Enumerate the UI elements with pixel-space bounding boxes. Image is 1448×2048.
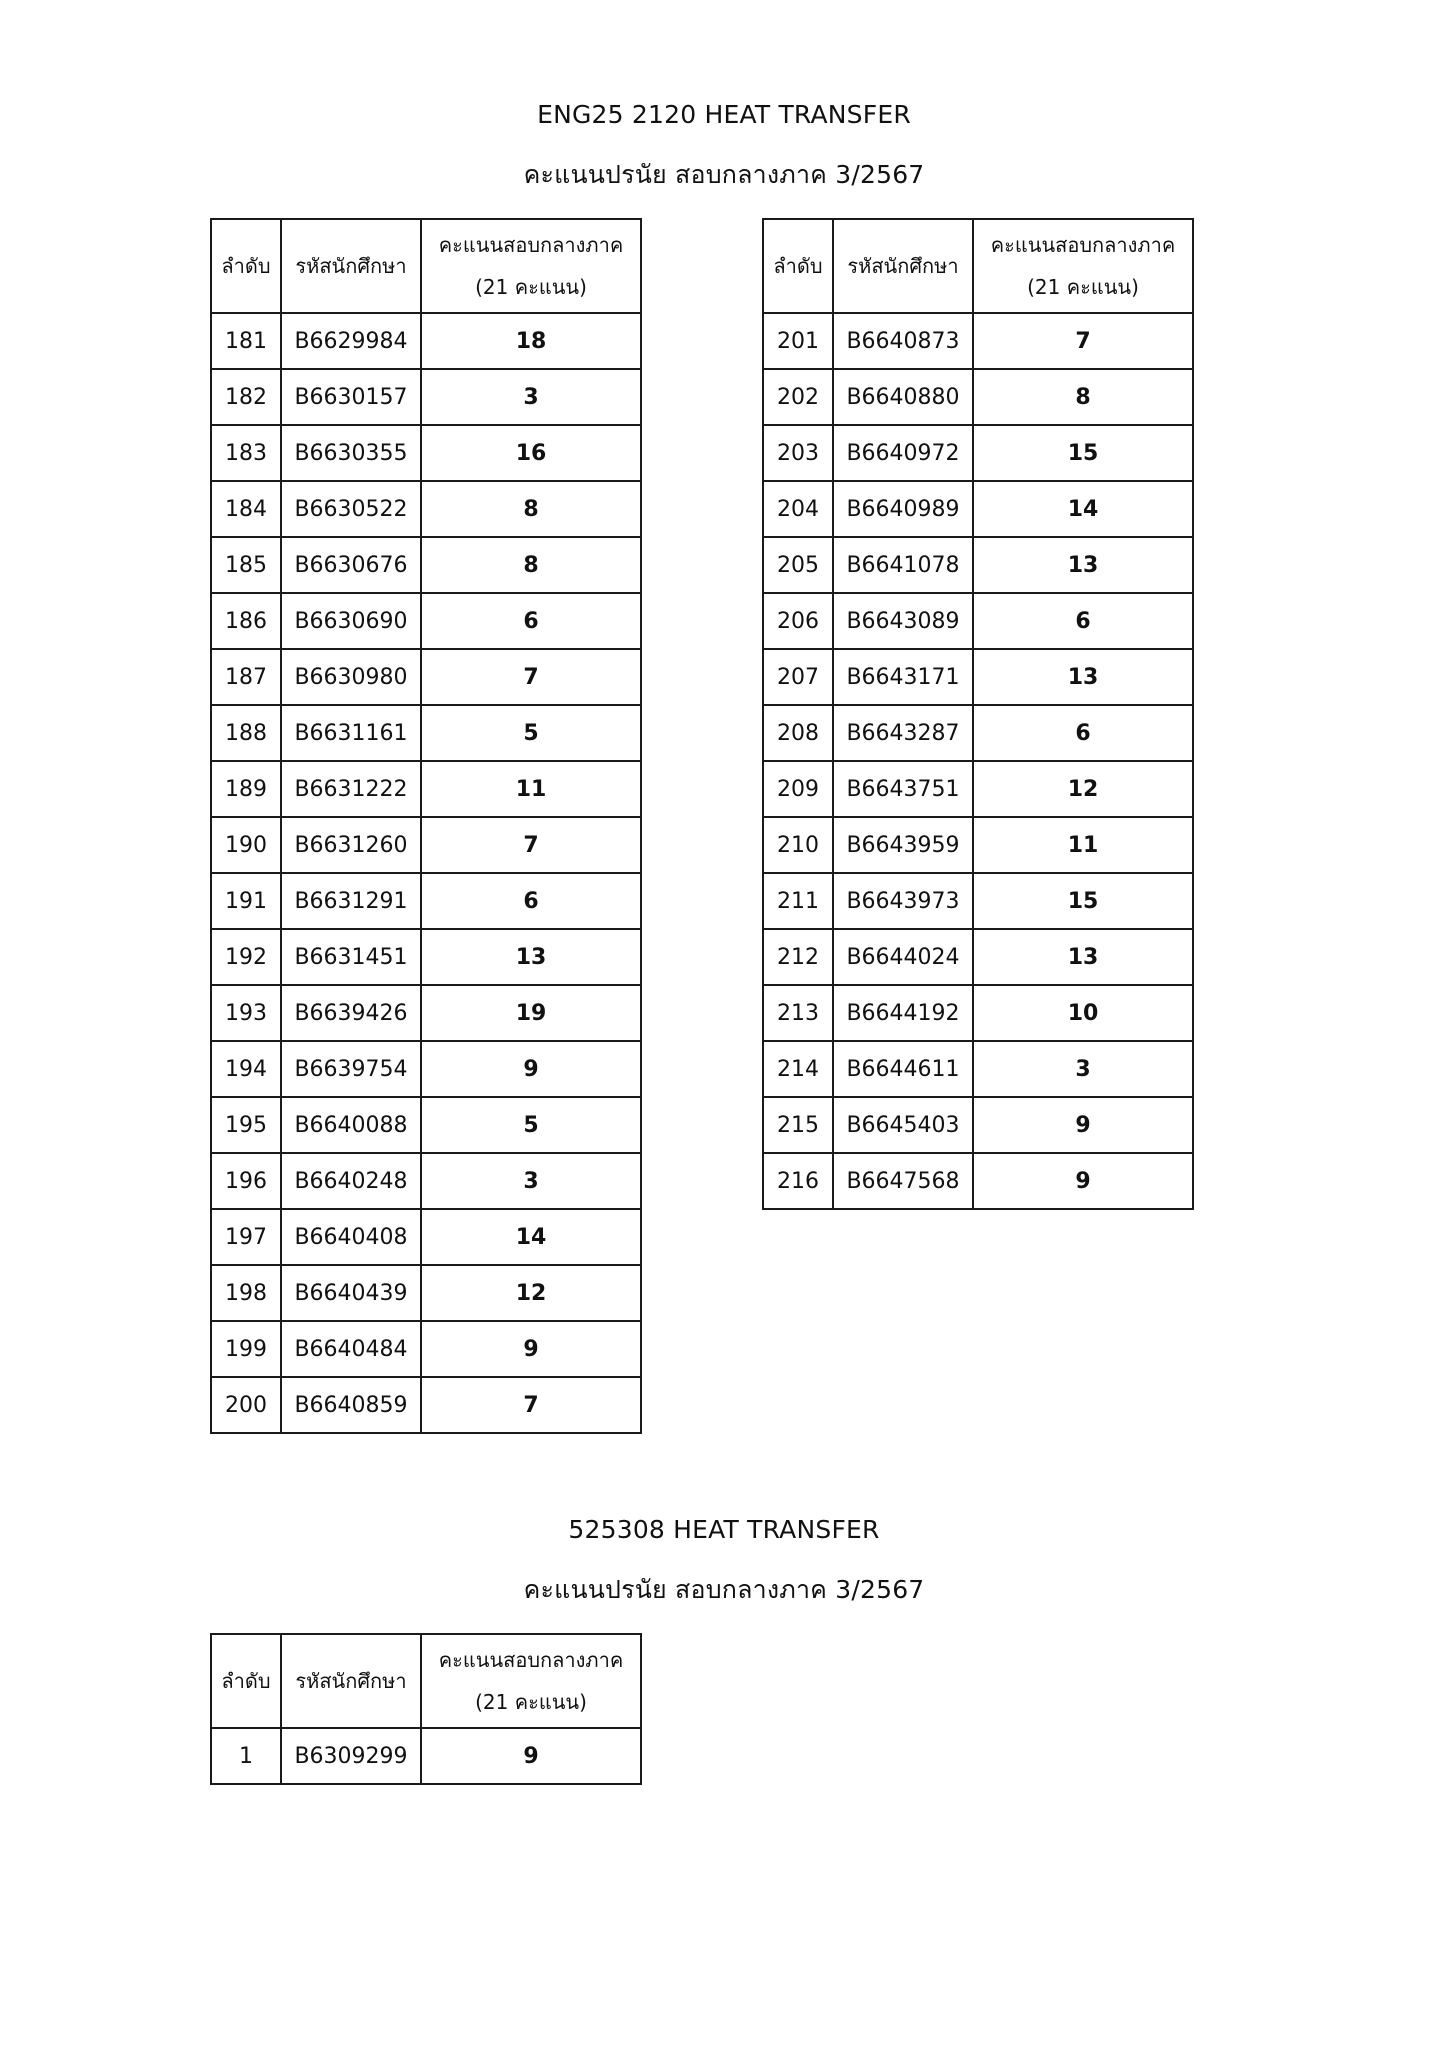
cell-rank: 207 bbox=[763, 649, 833, 705]
score-table bbox=[210, 1633, 642, 1785]
table-row bbox=[211, 929, 641, 985]
cell-student-id: B6640873 bbox=[833, 313, 973, 369]
cell-rank: 202 bbox=[763, 369, 833, 425]
table-row bbox=[763, 1041, 1193, 1097]
cell-rank: 193 bbox=[211, 985, 281, 1041]
cell-student-id: B6631222 bbox=[281, 761, 421, 817]
cell-score: 19 bbox=[421, 985, 641, 1041]
table-row bbox=[763, 761, 1193, 817]
cell-student-id: B6643751 bbox=[833, 761, 973, 817]
cell-student-id: B6630355 bbox=[281, 425, 421, 481]
cell-student-id: B6640248 bbox=[281, 1153, 421, 1209]
cell-score: 13 bbox=[973, 537, 1193, 593]
cell-score: 9 bbox=[421, 1728, 641, 1784]
table-row bbox=[763, 1097, 1193, 1153]
table-row bbox=[763, 425, 1193, 481]
table-row bbox=[763, 705, 1193, 761]
header-score-max: (21 คะแนน) bbox=[1027, 275, 1139, 299]
cell-score: 15 bbox=[973, 425, 1193, 481]
cell-student-id: B6644024 bbox=[833, 929, 973, 985]
cell-score: 13 bbox=[973, 929, 1193, 985]
cell-student-id: B6630522 bbox=[281, 481, 421, 537]
cell-rank: 209 bbox=[763, 761, 833, 817]
table-row bbox=[763, 313, 1193, 369]
cell-rank: 203 bbox=[763, 425, 833, 481]
table-row bbox=[211, 1041, 641, 1097]
cell-rank: 212 bbox=[763, 929, 833, 985]
cell-score: 9 bbox=[973, 1153, 1193, 1209]
cell-rank: 183 bbox=[211, 425, 281, 481]
table-row bbox=[763, 537, 1193, 593]
cell-student-id: B6643287 bbox=[833, 705, 973, 761]
header-score-label: คะแนนสอบกลางภาค bbox=[990, 233, 1176, 257]
cell-student-id: B6647568 bbox=[833, 1153, 973, 1209]
cell-rank: 182 bbox=[211, 369, 281, 425]
header-score-max: (21 คะแนน) bbox=[475, 1690, 587, 1714]
cell-student-id: B6639426 bbox=[281, 985, 421, 1041]
cell-student-id: B6645403 bbox=[833, 1097, 973, 1153]
table-row bbox=[211, 537, 641, 593]
cell-rank: 185 bbox=[211, 537, 281, 593]
cell-student-id: B6309299 bbox=[281, 1728, 421, 1784]
cell-student-id: B6630676 bbox=[281, 537, 421, 593]
cell-student-id: B6640972 bbox=[833, 425, 973, 481]
table-row bbox=[763, 369, 1193, 425]
cell-score: 16 bbox=[421, 425, 641, 481]
header-score-label: คะแนนสอบกลางภาค bbox=[438, 1648, 624, 1672]
cell-score: 7 bbox=[973, 313, 1193, 369]
cell-student-id: B6643089 bbox=[833, 593, 973, 649]
cell-score: 13 bbox=[421, 929, 641, 985]
cell-score: 15 bbox=[973, 873, 1193, 929]
header-score bbox=[421, 219, 641, 313]
table-row bbox=[211, 985, 641, 1041]
cell-score: 8 bbox=[973, 369, 1193, 425]
cell-student-id: B6631161 bbox=[281, 705, 421, 761]
cell-rank: 196 bbox=[211, 1153, 281, 1209]
cell-score: 7 bbox=[421, 817, 641, 873]
cell-rank: 192 bbox=[211, 929, 281, 985]
cell-rank: 215 bbox=[763, 1097, 833, 1153]
cell-score: 8 bbox=[421, 537, 641, 593]
cell-rank: 198 bbox=[211, 1265, 281, 1321]
exam-subtitle: คะแนนปรนัย สอบกลางภาค 3/2567 bbox=[523, 160, 925, 189]
cell-student-id: B6640484 bbox=[281, 1321, 421, 1377]
table-row bbox=[211, 313, 641, 369]
table-row bbox=[211, 369, 641, 425]
cell-student-id: B6643959 bbox=[833, 817, 973, 873]
table-row bbox=[211, 705, 641, 761]
header-student-id: รหัสนักศึกษา bbox=[281, 219, 421, 313]
cell-student-id: B6640989 bbox=[833, 481, 973, 537]
cell-student-id: B6640408 bbox=[281, 1209, 421, 1265]
cell-rank: 189 bbox=[211, 761, 281, 817]
cell-score: 3 bbox=[421, 369, 641, 425]
cell-student-id: B6640859 bbox=[281, 1377, 421, 1433]
cell-score: 6 bbox=[421, 873, 641, 929]
table-row bbox=[211, 593, 641, 649]
cell-rank: 210 bbox=[763, 817, 833, 873]
header-score-label: คะแนนสอบกลางภาค bbox=[438, 233, 624, 257]
cell-student-id: B6643171 bbox=[833, 649, 973, 705]
cell-score: 11 bbox=[973, 817, 1193, 873]
table-row bbox=[763, 817, 1193, 873]
cell-rank: 200 bbox=[211, 1377, 281, 1433]
table-row bbox=[763, 873, 1193, 929]
cell-rank: 188 bbox=[211, 705, 281, 761]
cell-score: 12 bbox=[973, 761, 1193, 817]
cell-rank: 214 bbox=[763, 1041, 833, 1097]
cell-score: 8 bbox=[421, 481, 641, 537]
exam-subtitle: คะแนนปรนัย สอบกลางภาค 3/2567 bbox=[523, 1575, 925, 1604]
cell-student-id: B6643973 bbox=[833, 873, 973, 929]
cell-score: 3 bbox=[421, 1153, 641, 1209]
cell-score: 7 bbox=[421, 1377, 641, 1433]
cell-rank: 213 bbox=[763, 985, 833, 1041]
cell-score: 18 bbox=[421, 313, 641, 369]
cell-student-id: B6630690 bbox=[281, 593, 421, 649]
cell-student-id: B6640088 bbox=[281, 1097, 421, 1153]
table-row bbox=[211, 1209, 641, 1265]
cell-rank: 216 bbox=[763, 1153, 833, 1209]
cell-rank: 184 bbox=[211, 481, 281, 537]
cell-rank: 186 bbox=[211, 593, 281, 649]
cell-student-id: B6644192 bbox=[833, 985, 973, 1041]
cell-score: 13 bbox=[973, 649, 1193, 705]
table-row bbox=[763, 481, 1193, 537]
cell-score: 7 bbox=[421, 649, 641, 705]
table-row bbox=[211, 761, 641, 817]
header-rank: ลำดับ bbox=[763, 219, 833, 313]
cell-rank: 190 bbox=[211, 817, 281, 873]
table-row bbox=[211, 1097, 641, 1153]
header-score-max: (21 คะแนน) bbox=[475, 275, 587, 299]
cell-student-id: B6630157 bbox=[281, 369, 421, 425]
table-row bbox=[763, 929, 1193, 985]
score-table bbox=[762, 218, 1194, 1210]
cell-student-id: B6631260 bbox=[281, 817, 421, 873]
header-student-id: รหัสนักศึกษา bbox=[281, 1634, 421, 1728]
cell-score: 3 bbox=[973, 1041, 1193, 1097]
cell-score: 9 bbox=[421, 1321, 641, 1377]
header-student-id: รหัสนักศึกษา bbox=[833, 219, 973, 313]
cell-score: 6 bbox=[973, 593, 1193, 649]
cell-rank: 1 bbox=[211, 1728, 281, 1784]
cell-student-id: B6631451 bbox=[281, 929, 421, 985]
cell-rank: 191 bbox=[211, 873, 281, 929]
header-rank: ลำดับ bbox=[211, 219, 281, 313]
table-row bbox=[211, 1728, 641, 1784]
table-row bbox=[763, 985, 1193, 1041]
header-score bbox=[421, 1634, 641, 1728]
cell-student-id: B6629984 bbox=[281, 313, 421, 369]
header-score bbox=[973, 219, 1193, 313]
course-title: ENG25 2120 HEAT TRANSFER bbox=[537, 100, 911, 129]
cell-rank: 199 bbox=[211, 1321, 281, 1377]
cell-score: 10 bbox=[973, 985, 1193, 1041]
table-row bbox=[211, 1153, 641, 1209]
cell-rank: 211 bbox=[763, 873, 833, 929]
cell-student-id: B6630980 bbox=[281, 649, 421, 705]
cell-score: 9 bbox=[421, 1041, 641, 1097]
cell-score: 11 bbox=[421, 761, 641, 817]
cell-score: 5 bbox=[421, 705, 641, 761]
cell-rank: 201 bbox=[763, 313, 833, 369]
table-row bbox=[211, 1377, 641, 1433]
table-row bbox=[211, 873, 641, 929]
score-table bbox=[210, 218, 642, 1434]
cell-rank: 206 bbox=[763, 593, 833, 649]
cell-student-id: B6641078 bbox=[833, 537, 973, 593]
table-row bbox=[211, 1265, 641, 1321]
course-title: 525308 HEAT TRANSFER bbox=[568, 1515, 880, 1544]
cell-student-id: B6639754 bbox=[281, 1041, 421, 1097]
cell-rank: 195 bbox=[211, 1097, 281, 1153]
cell-rank: 204 bbox=[763, 481, 833, 537]
cell-score: 14 bbox=[421, 1209, 641, 1265]
cell-score: 5 bbox=[421, 1097, 641, 1153]
table-row bbox=[211, 1321, 641, 1377]
header-rank: ลำดับ bbox=[211, 1634, 281, 1728]
cell-student-id: B6640439 bbox=[281, 1265, 421, 1321]
cell-score: 9 bbox=[973, 1097, 1193, 1153]
cell-student-id: B6644611 bbox=[833, 1041, 973, 1097]
cell-score: 12 bbox=[421, 1265, 641, 1321]
cell-score: 6 bbox=[973, 705, 1193, 761]
table-row bbox=[211, 817, 641, 873]
cell-rank: 205 bbox=[763, 537, 833, 593]
cell-rank: 208 bbox=[763, 705, 833, 761]
cell-student-id: B6631291 bbox=[281, 873, 421, 929]
table-row bbox=[763, 1153, 1193, 1209]
cell-rank: 194 bbox=[211, 1041, 281, 1097]
cell-score: 6 bbox=[421, 593, 641, 649]
cell-score: 14 bbox=[973, 481, 1193, 537]
cell-rank: 197 bbox=[211, 1209, 281, 1265]
cell-student-id: B6640880 bbox=[833, 369, 973, 425]
table-row bbox=[211, 425, 641, 481]
cell-rank: 181 bbox=[211, 313, 281, 369]
table-row bbox=[211, 649, 641, 705]
table-row bbox=[763, 649, 1193, 705]
table-row bbox=[763, 593, 1193, 649]
table-row bbox=[211, 481, 641, 537]
cell-rank: 187 bbox=[211, 649, 281, 705]
